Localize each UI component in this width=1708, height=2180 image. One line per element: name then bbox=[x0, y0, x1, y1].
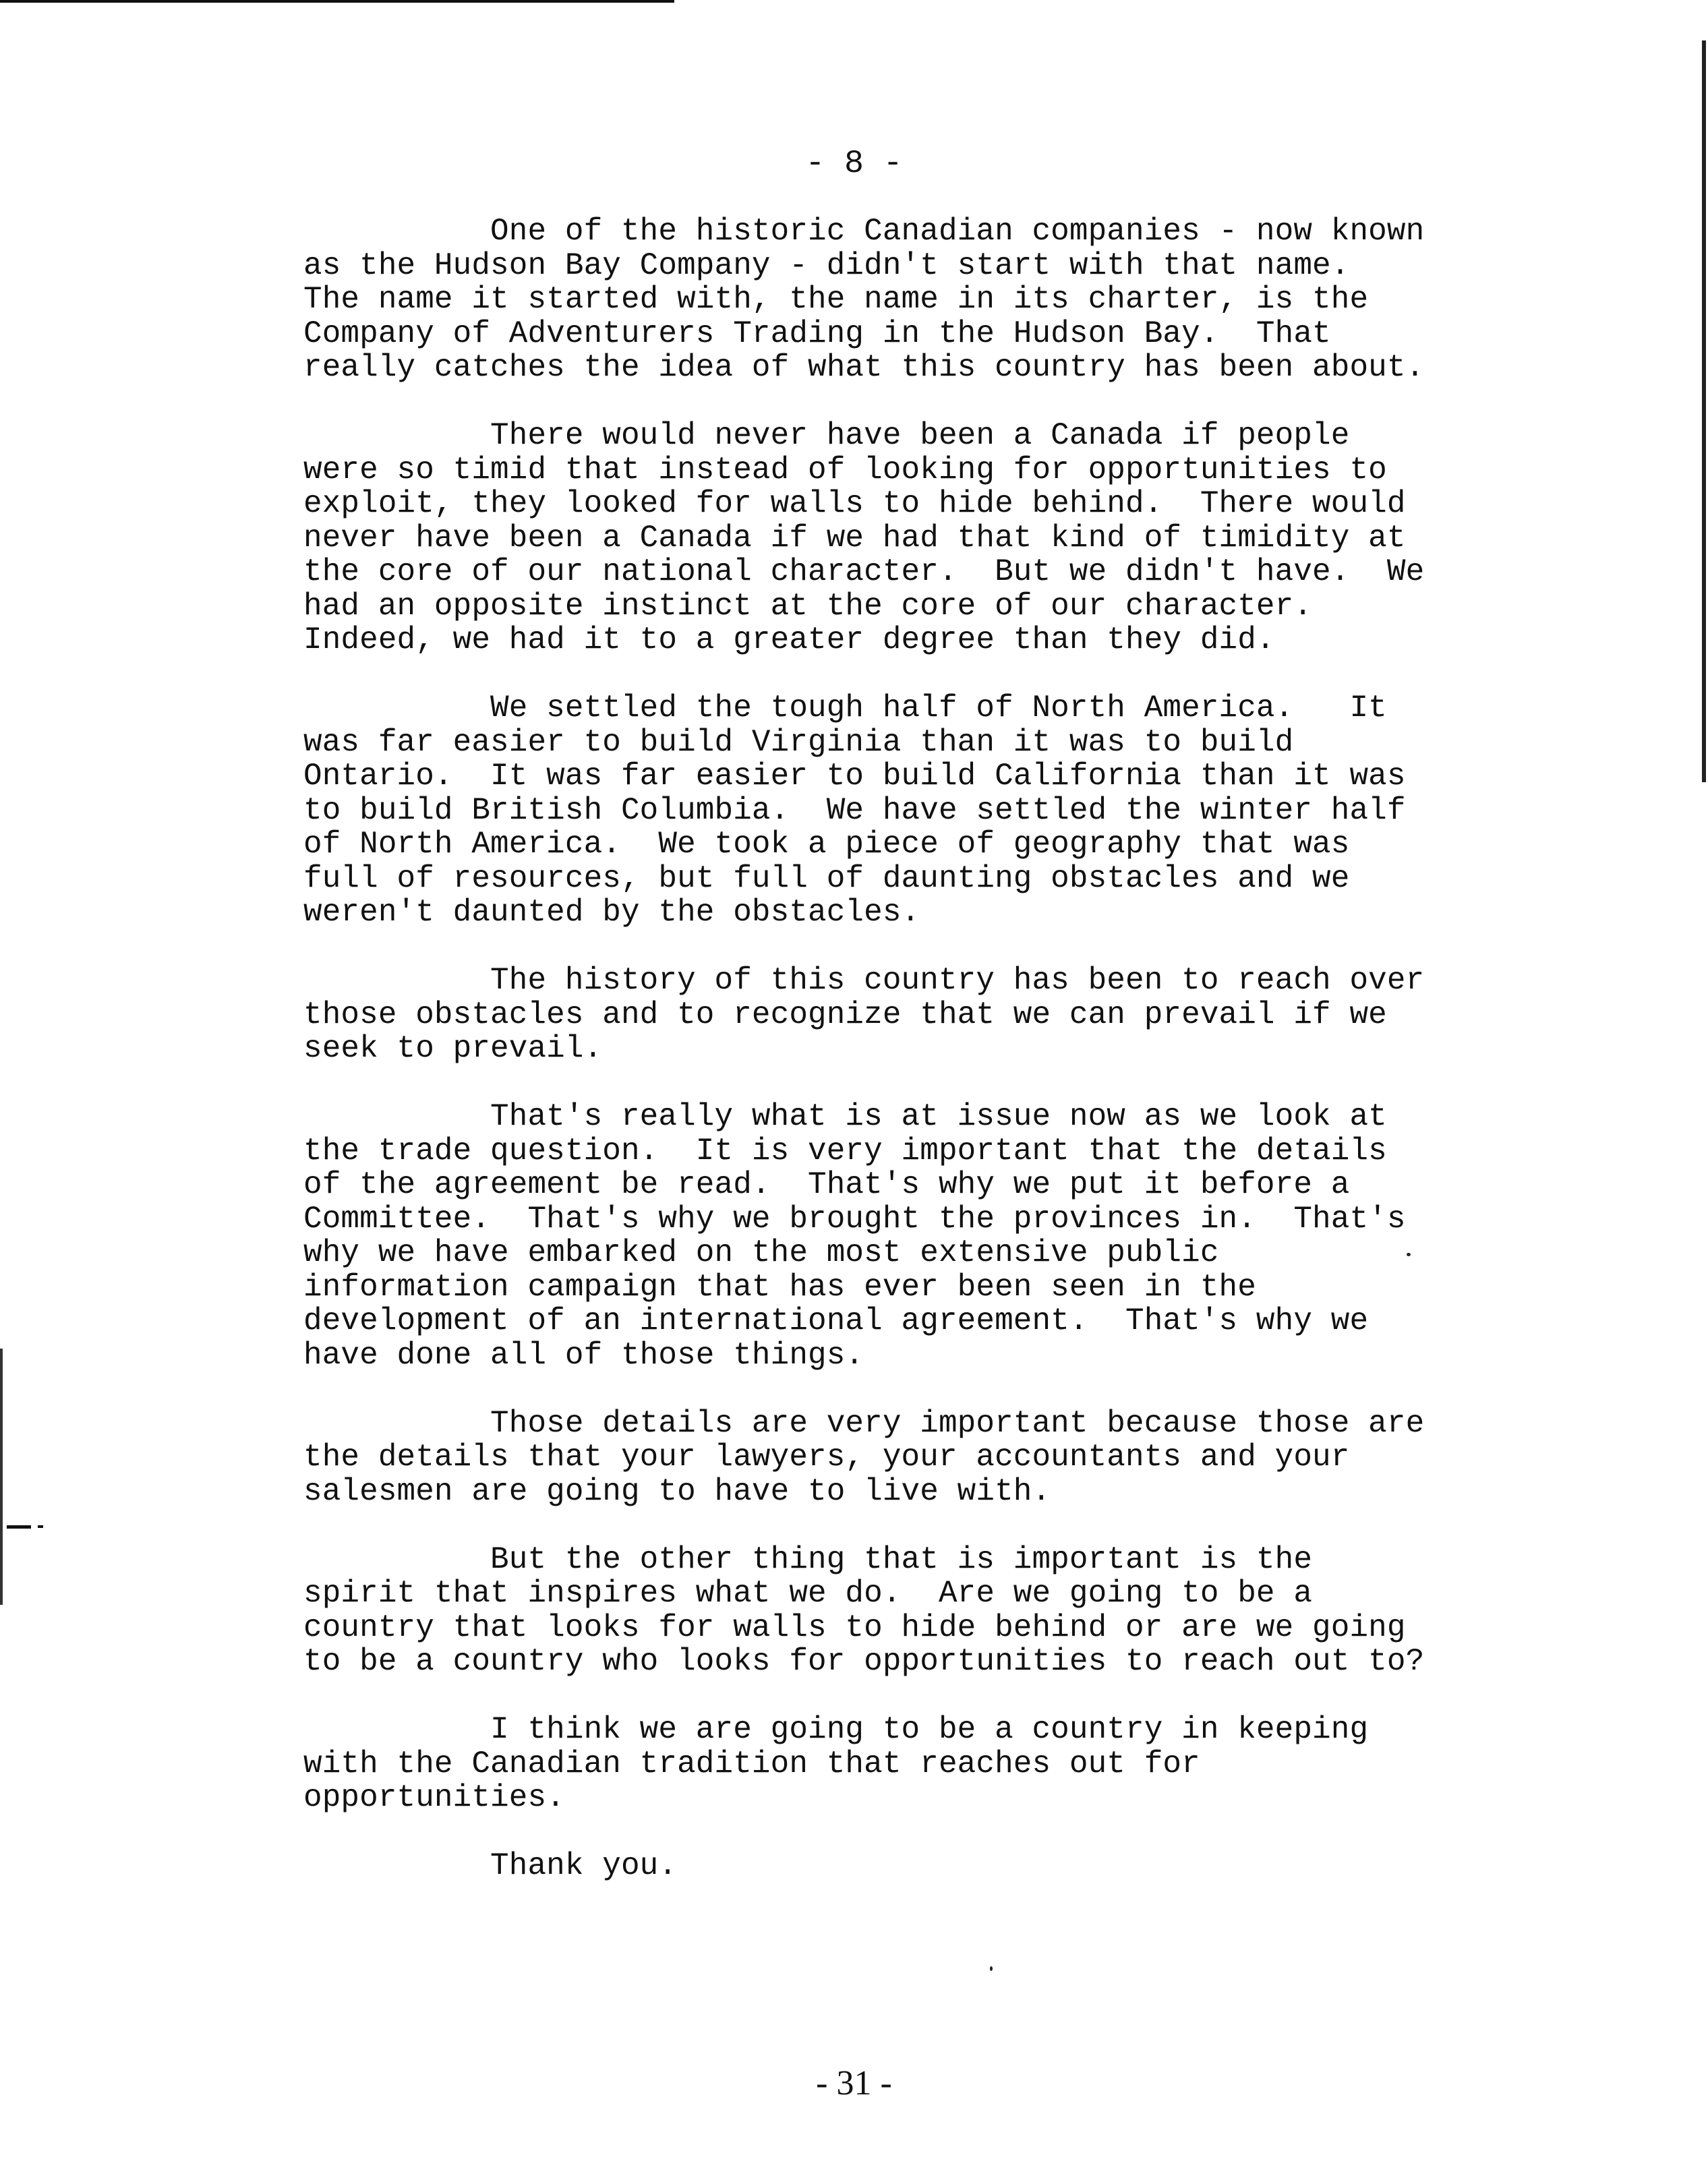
page-number-bottom: - 31 - bbox=[816, 2064, 892, 2102]
text-line: had an opposite instinct at the core of our character. bbox=[303, 588, 1313, 624]
page-number-top: - 8 - bbox=[805, 146, 903, 182]
text-line: to be a country who looks for opportunities to reach out to? bbox=[303, 1644, 1425, 1679]
paragraph bbox=[303, 1543, 1692, 1679]
paragraph bbox=[303, 691, 1692, 930]
text-line: development of an international agreement. That's why we bbox=[303, 1303, 1369, 1338]
text-line: Committee. That's why we brought the provinces in. That's bbox=[303, 1201, 1406, 1237]
scan-dash-mark bbox=[7, 1525, 31, 1529]
text-line: as the Hudson Bay Company - didn't start with that name. bbox=[303, 247, 1350, 283]
paragraph bbox=[303, 214, 1692, 385]
text-line: exploit, they looked for walls to hide behind. There would bbox=[303, 486, 1406, 521]
paragraph bbox=[303, 1100, 1692, 1372]
paragraph bbox=[303, 1407, 1692, 1509]
text-line: full of resources, but full of daunting obstacles and we bbox=[303, 860, 1350, 896]
text-line: country that looks for walls to hide behind or are we going bbox=[303, 1610, 1406, 1645]
text-line: those obstacles and to recognize that we can prevail if we bbox=[303, 997, 1387, 1032]
scan-border-top bbox=[0, 0, 674, 3]
text-line: Company of Adventurers Trading in the Hudson Bay. That bbox=[303, 316, 1331, 351]
text-line: One of the historic Canadian companies - now known bbox=[303, 214, 1425, 249]
text-line: really catches the idea of what this country has been about. bbox=[303, 350, 1425, 385]
text-line: to build British Columbia. We have settled the winter half bbox=[303, 792, 1406, 828]
text-line: That's really what is at issue now as we look at bbox=[303, 1099, 1387, 1134]
text-line: The name it started with, the name in its charter, is the bbox=[303, 282, 1369, 317]
text-line: We settled the tough half of North America. It bbox=[303, 690, 1387, 726]
text-line: Indeed, we had it to a greater degree than they did. bbox=[303, 622, 1275, 657]
closing-paragraph bbox=[303, 1849, 1692, 1883]
text-line: weren't daunted by the obstacles. bbox=[303, 895, 920, 930]
text-line: of the agreement be read. That's why we put it before a bbox=[303, 1167, 1350, 1202]
text-line: The history of this country has been to reach over bbox=[303, 963, 1425, 998]
text-line: seek to prevail. bbox=[303, 1031, 603, 1066]
text-line: the details that your lawyers, your accountants and your bbox=[303, 1440, 1350, 1475]
text-line: have done all of those things. bbox=[303, 1337, 864, 1373]
scan-dash-mark-small bbox=[38, 1525, 43, 1528]
text-line: I think we are going to be a country in keeping bbox=[303, 1712, 1369, 1747]
text-line: Those details are very important because those are bbox=[303, 1405, 1425, 1441]
text-line: Thank you. bbox=[303, 1848, 678, 1883]
text-line: were so timid that instead of looking for opportunities to bbox=[303, 452, 1387, 488]
text-line: spirit that inspires what we do. Are we going to be a bbox=[303, 1576, 1313, 1611]
text-line: of North America. We took a piece of geography that was bbox=[303, 827, 1350, 862]
text-line: information campaign that has ever been seen in the bbox=[303, 1269, 1256, 1305]
paragraph bbox=[303, 1713, 1692, 1815]
text-line: the trade question. It is very important that the details bbox=[303, 1133, 1387, 1169]
text-line: the core of our national character. But we didn't have. We bbox=[303, 554, 1425, 589]
text-line: was far easier to build Virginia than it was to build bbox=[303, 724, 1294, 760]
scan-speck bbox=[990, 1966, 993, 1971]
text-line: with the Canadian tradition that reaches out for bbox=[303, 1746, 1200, 1781]
text-line: why we have embarked on the most extensive public bbox=[303, 1235, 1219, 1270]
text-line: Ontario. It was far easier to build California than it was bbox=[303, 759, 1406, 794]
text-line: never have been a Canada if we had that kind of timidity at bbox=[303, 520, 1406, 556]
text-line: There would never have been a Canada if people bbox=[303, 418, 1350, 453]
text-line: salesmen are going to have to live with. bbox=[303, 1473, 1051, 1509]
scan-border-left bbox=[0, 1349, 3, 1605]
text-line: But the other thing that is important is the bbox=[303, 1541, 1313, 1577]
paragraph bbox=[303, 964, 1692, 1066]
text-line: opportunities. bbox=[303, 1780, 565, 1815]
paragraph bbox=[303, 419, 1692, 657]
document-body bbox=[303, 214, 1692, 1917]
